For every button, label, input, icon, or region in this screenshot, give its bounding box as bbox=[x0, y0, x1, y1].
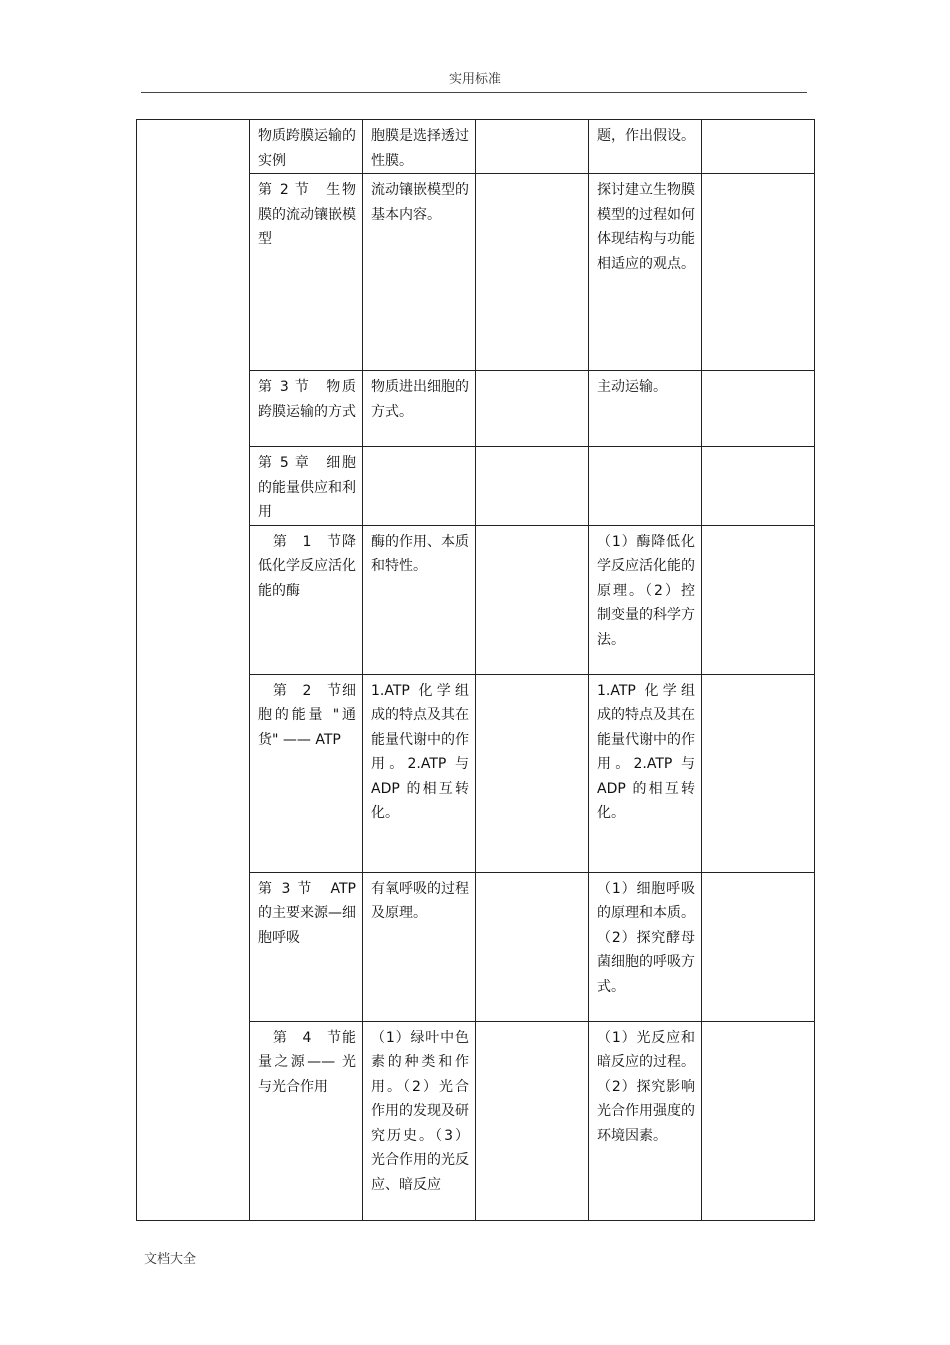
content-cell: 流动镶嵌模型的基本内容。 bbox=[363, 174, 476, 371]
empty-cell bbox=[476, 525, 589, 674]
section-cell: 第 3 节 物质跨膜运输的方式 bbox=[250, 371, 363, 447]
section-cell: 第 1 节降低化学反应活化能的酶 bbox=[250, 525, 363, 674]
section-cell: 第 2 节 生物膜的流动镶嵌模型 bbox=[250, 174, 363, 371]
content-cell: 有氧呼吸的过程及原理。 bbox=[363, 872, 476, 1021]
empty-cell bbox=[476, 174, 589, 371]
content-cell bbox=[363, 447, 476, 526]
notes-cell: （1）细胞呼吸的原理和本质。（2）探究酵母菌细胞的呼吸方式。 bbox=[589, 872, 702, 1021]
notes-cell: 1.ATP 化学组成的特点及其在能量代谢中的作用。2.ATP 与 ADP 的相互转化。 bbox=[589, 674, 702, 872]
notes-cell: 题，作出假设。 bbox=[589, 120, 702, 174]
content-cell: 1.ATP 化学组成的特点及其在能量代谢中的作用。2.ATP 与 ADP 的相互转化。 bbox=[363, 674, 476, 872]
empty-cell bbox=[702, 371, 815, 447]
empty-cell bbox=[476, 120, 589, 174]
empty-cell bbox=[476, 447, 589, 526]
section-cell: 第 3 节 ATP 的主要来源—细胞呼吸 bbox=[250, 872, 363, 1021]
empty-cell bbox=[702, 447, 815, 526]
content-cell: 物质进出细胞的方式。 bbox=[363, 371, 476, 447]
empty-cell bbox=[476, 872, 589, 1021]
empty-cell bbox=[702, 872, 815, 1021]
section-cell: 第 2 节细胞的能量 "通货" —— ATP bbox=[250, 674, 363, 872]
empty-cell bbox=[702, 674, 815, 872]
notes-cell: （1）酶降低化学反应活化能的原理。（2）控制变量的科学方法。 bbox=[589, 525, 702, 674]
empty-cell bbox=[476, 674, 589, 872]
header-rule bbox=[141, 92, 807, 93]
empty-cell bbox=[702, 525, 815, 674]
empty-cell bbox=[702, 1021, 815, 1220]
merged-left-column-cell bbox=[137, 120, 250, 1221]
chapter-title-cell: 第 5 章 细胞的能量供应和利用 bbox=[250, 447, 363, 526]
notes-cell bbox=[589, 447, 702, 526]
notes-cell: （1）光反应和暗反应的过程。（2）探究影响光合作用强度的环境因素。 bbox=[589, 1021, 702, 1220]
content-cell: 酶的作用、本质和特性。 bbox=[363, 525, 476, 674]
table-row bbox=[137, 120, 815, 174]
page-header: 实用标准 bbox=[448, 72, 501, 87]
empty-cell bbox=[476, 371, 589, 447]
notes-cell: 探讨建立生物膜模型的过程如何体现结构与功能相适应的观点。 bbox=[589, 174, 702, 371]
content-cell: （1）绿叶中色素的种类和作用。（2）光合作用的发现及研究历史。（3）光合作用的光反应、暗反应 bbox=[363, 1021, 476, 1220]
empty-cell bbox=[476, 1021, 589, 1220]
section-cell: 物质跨膜运输的实例 bbox=[250, 120, 363, 174]
page-footer: 文档大全 bbox=[144, 1252, 197, 1267]
curriculum-table bbox=[136, 119, 815, 1221]
empty-cell bbox=[702, 120, 815, 174]
section-cell: 第 4 节能量之源—— 光与光合作用 bbox=[250, 1021, 363, 1220]
empty-cell bbox=[702, 174, 815, 371]
notes-cell: 主动运输。 bbox=[589, 371, 702, 447]
content-cell: 胞膜是选择透过性膜。 bbox=[363, 120, 476, 174]
